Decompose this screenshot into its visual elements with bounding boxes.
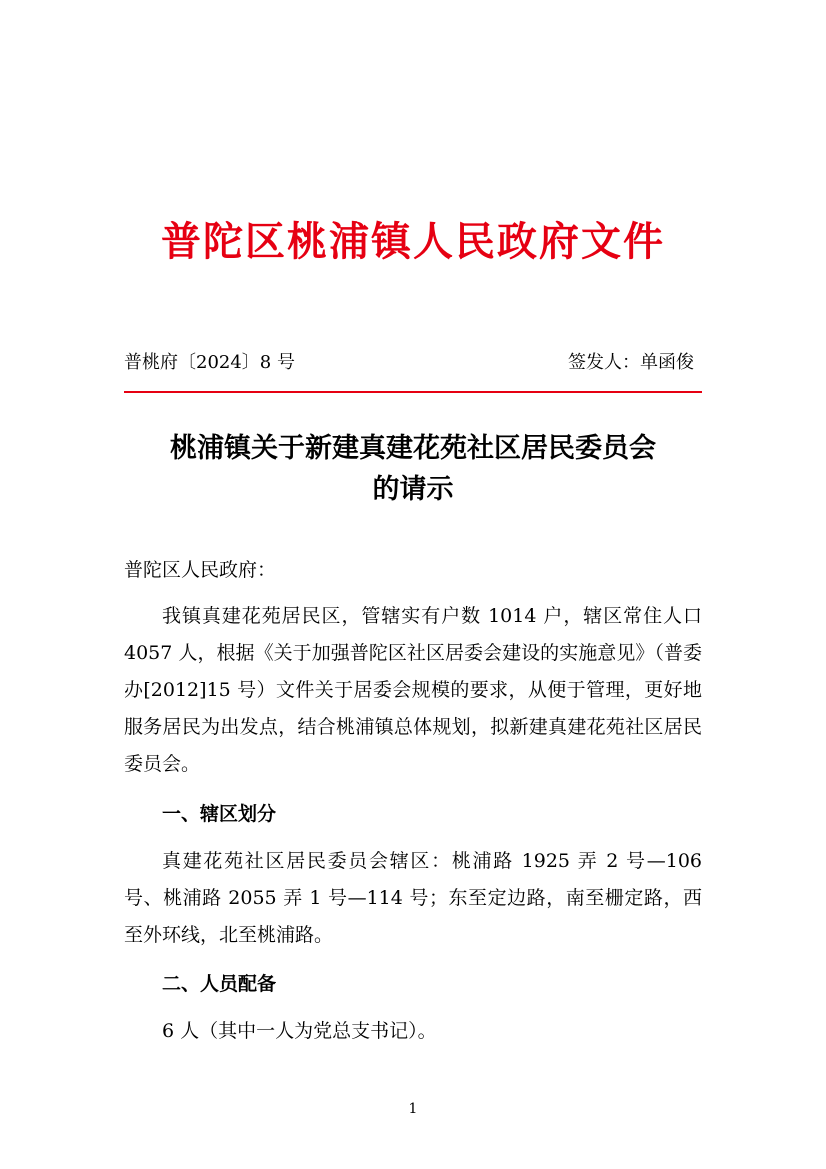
document-header-title: 普陀区桃浦镇人民政府文件 xyxy=(161,218,665,265)
page-number: 1 xyxy=(408,1101,418,1117)
document-subject-line-1: 桃浦镇关于新建真建花苑社区居民委员会 xyxy=(170,433,656,465)
document-salutation: 普陀区人民政府： xyxy=(124,559,277,582)
document-issuer: 签发人：单函俊 xyxy=(568,352,694,373)
document-paragraph-1: 我镇真建花苑居民区，管辖实有户数 1014 户，辖区常住人口 4057 人，根据《关于加强普陀区社区居委会建设的实施意见》（普委办[2012]15 号）文件关于居委会规模的要求，从便于管理，更好地服务居民为出发点，结合桃浦镇总体规划，拟新建真建花苑社区居民委员会。 xyxy=(124,605,702,776)
section-heading-1: 一、辖区划分 xyxy=(162,802,277,825)
document-meta-row xyxy=(124,350,702,375)
section-text-1: 真建花苑社区居民委员会辖区：桃浦路 1925 弄 2 号—106 号、桃浦路 2055 弄 1 号—114 号；东至定边路，南至栅定路，西至外环线，北至桃浦路。 xyxy=(124,849,702,946)
section-heading-2: 二、人员配备 xyxy=(162,972,277,995)
document-subject-line-2: 的请示 xyxy=(372,473,454,505)
document-subject xyxy=(124,393,702,510)
document-number: 普桃府〔2024〕8 号 xyxy=(124,352,295,373)
section-text-2: 6 人（其中一人为党总支书记）。 xyxy=(162,1019,437,1042)
